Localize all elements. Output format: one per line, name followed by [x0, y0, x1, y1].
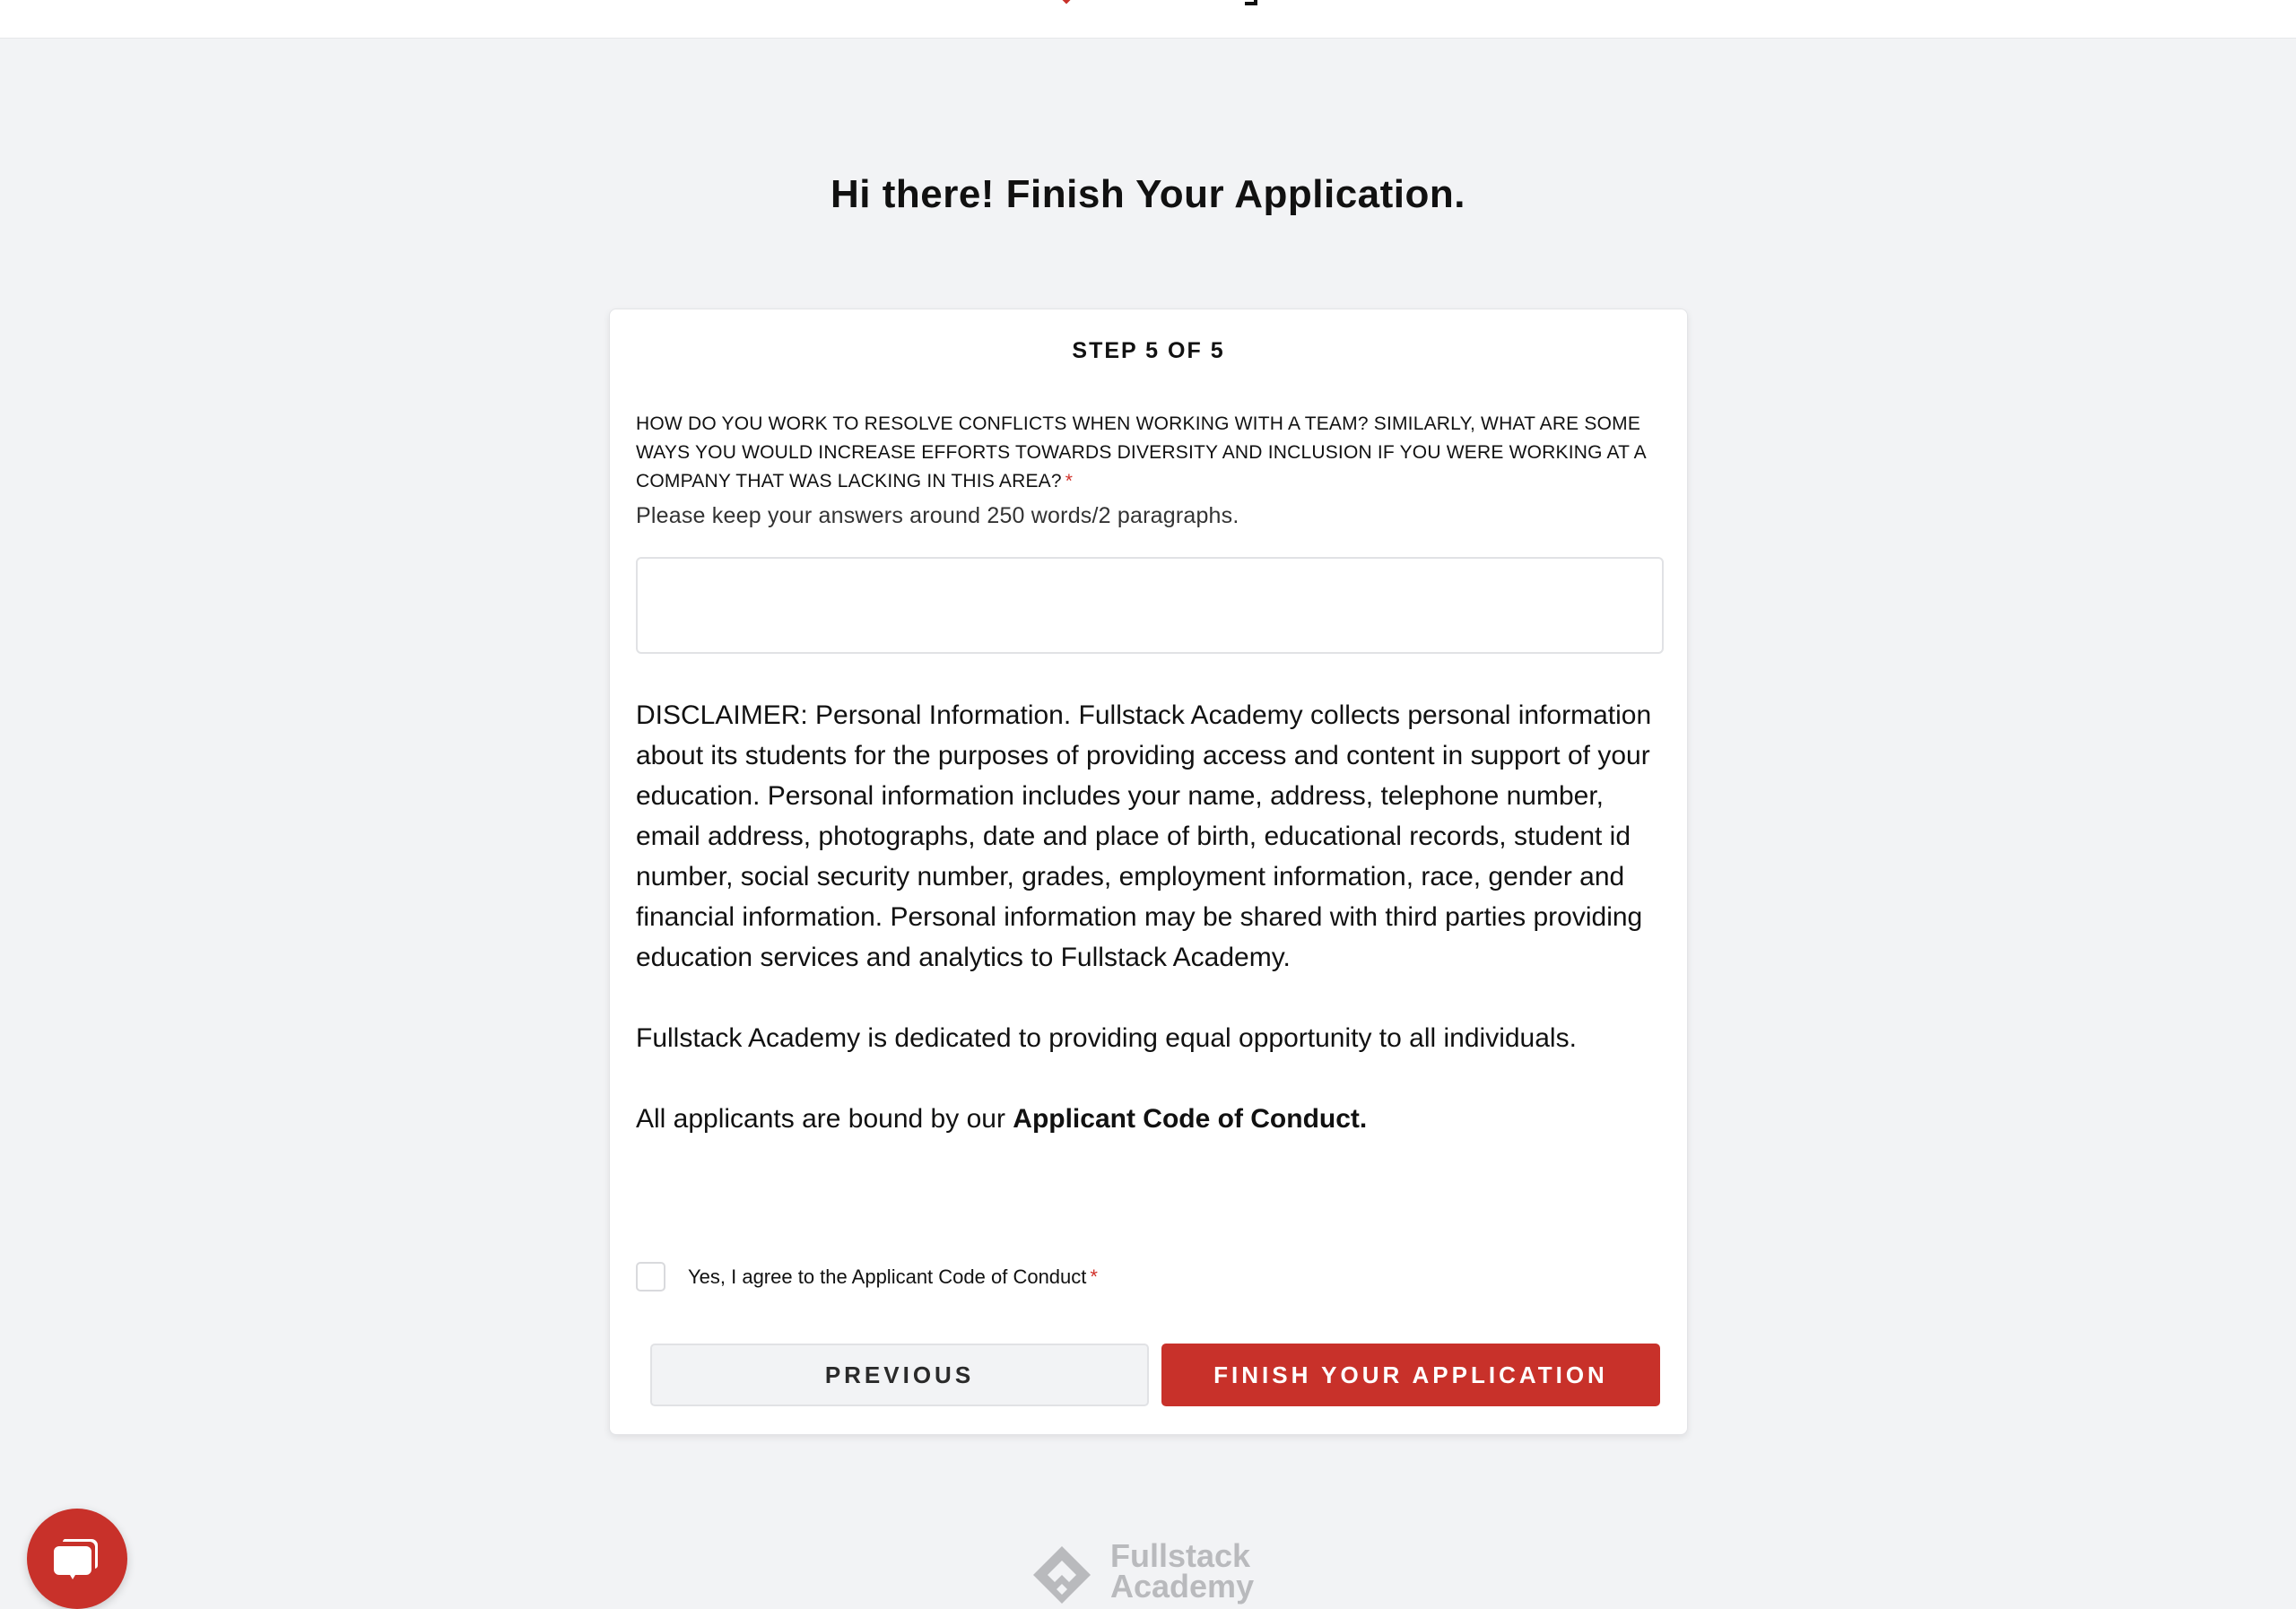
disclaimer-section: [636, 695, 1667, 1179]
question-hint: Please keep your answers around 250 words/2 paragraphs.: [636, 503, 1239, 528]
agree-checkbox-row[interactable]: [636, 1262, 1098, 1292]
fullstack-diamond-logo-icon: [1031, 1544, 1092, 1605]
agree-checkbox[interactable]: [636, 1262, 665, 1292]
footer-logo-line2: Academy: [1110, 1568, 1255, 1605]
footer-logo[interactable]: [1031, 1537, 1255, 1605]
application-form-card: [609, 309, 1688, 1435]
agree-label-text: Yes, I agree to the Applicant Code of Conduct: [688, 1265, 1087, 1288]
footer-logo-text: [1110, 1537, 1255, 1605]
disclaimer-text: DISCLAIMER: Personal Information. Fullstack Academy collects personal information about its students for the purposes of providing access and content in support of your education. Personal information includes your name, address, telephone number, email address, photographs, date and place of birth, educational records, student id number, social security number, grades, employment information, race, gender and financial information. Personal information may be shared with third parties providing education services and analytics to Fullstack Academy.: [636, 700, 1652, 972]
previous-button[interactable]: PREVIOUS: [650, 1344, 1149, 1406]
answer-textarea[interactable]: [636, 557, 1664, 654]
question-text: HOW DO YOU WORK TO RESOLVE CONFLICTS WHEN WORKING WITH A TEAM? SIMILARLY, WHAT ARE SOME WAYS YOU WOULD INCREASE EFFORTS TOWARDS DIVERSITY AND INCLUSION IF YOU WERE WORKING AT A COMPANY THAT WAS LACKING IN THIS AREA?: [636, 413, 1646, 491]
code-of-conduct-prefix: All applicants are bound by our: [636, 1104, 1005, 1134]
equal-opportunity-text: Fullstack Academy is dedicated to providing equal opportunity to all individuals.: [636, 1023, 1577, 1053]
required-asterisk: *: [1065, 471, 1074, 491]
step-indicator: STEP 5 OF 5: [1072, 338, 1225, 363]
question-label: [636, 410, 1667, 496]
agree-label[interactable]: [688, 1265, 1098, 1289]
top-header: [0, 0, 2296, 39]
header-logo-bracket-icon: [1245, 0, 1257, 5]
header-logo-mark-icon: [1059, 0, 1074, 4]
header-logo[interactable]: [1049, 0, 1265, 7]
finish-application-button[interactable]: FINISH YOUR APPLICATION: [1161, 1344, 1660, 1406]
code-of-conduct-notice: [636, 1099, 1667, 1139]
chat-launcher-button[interactable]: [27, 1509, 127, 1609]
footer-logo-line1: Fullstack: [1110, 1537, 1251, 1574]
code-of-conduct-link[interactable]: Applicant Code of Conduct.: [1013, 1104, 1368, 1134]
chat-bubbles-icon: [52, 1534, 104, 1586]
page-title: Hi there! Finish Your Application.: [830, 172, 1465, 216]
agree-required-asterisk: *: [1090, 1265, 1098, 1288]
